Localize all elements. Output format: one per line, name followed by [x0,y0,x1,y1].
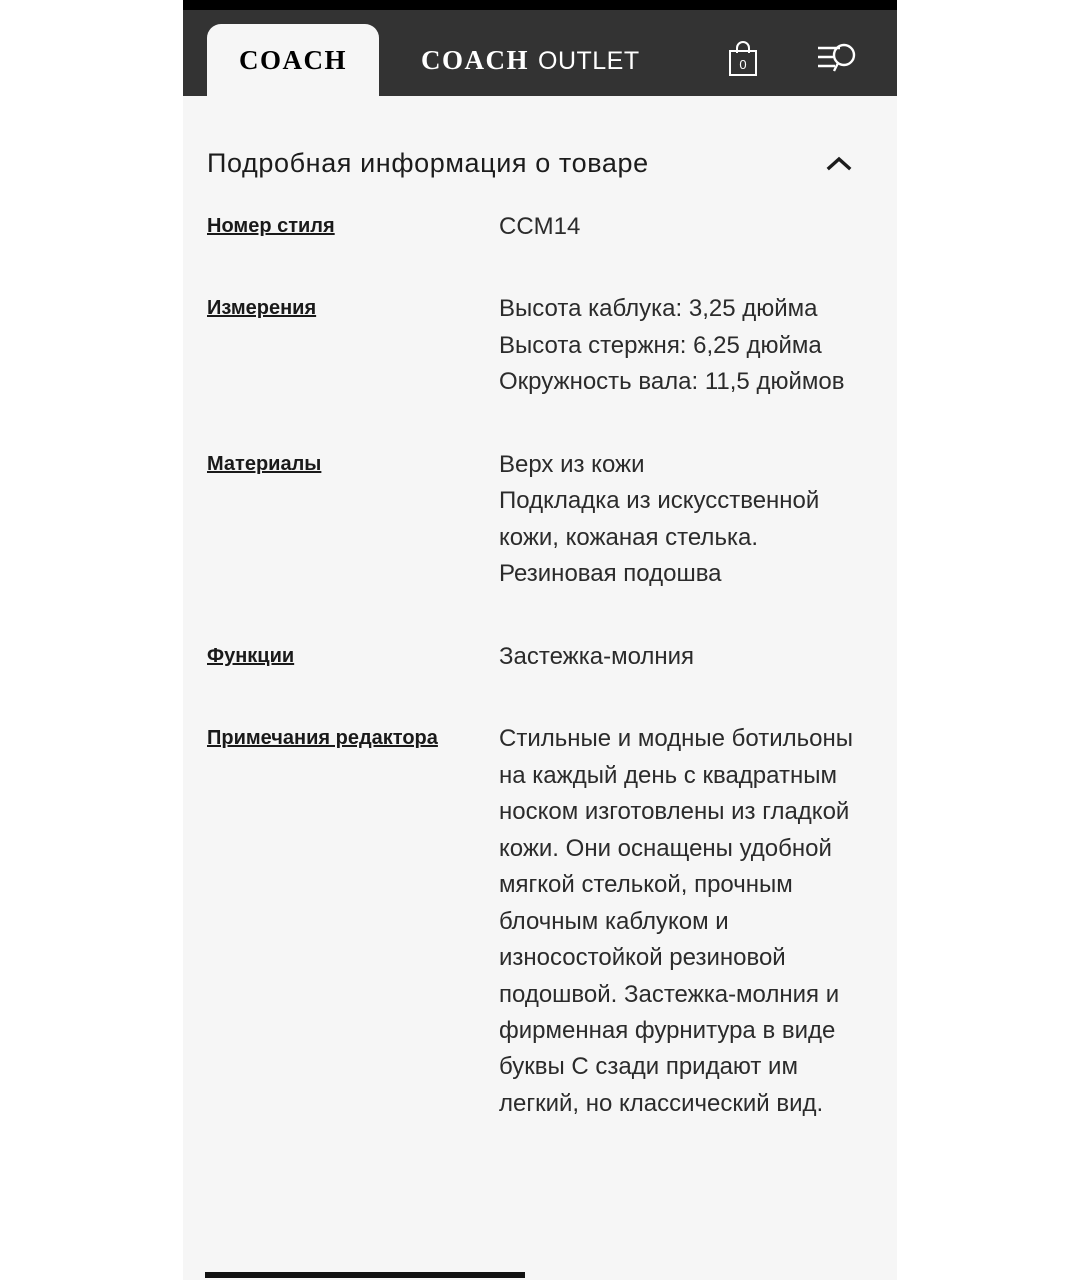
detail-value-line: Резиновая подошва [499,560,722,588]
detail-label: Измерения [207,297,317,320]
detail-value-line: Окружность вала: 11,5 дюймов [499,368,845,396]
product-details-accordion-header[interactable] [183,96,897,209]
header-top-strip [183,0,897,10]
detail-row-editor-notes [207,721,873,1122]
tab-coach-outlet[interactable] [421,45,640,76]
detail-value-line: CCM14 [499,213,581,240]
detail-value [499,291,873,400]
detail-row-measurements [207,291,873,400]
coach-outlet-logo: COACH [421,45,529,75]
chevron-up-icon[interactable] [825,150,853,178]
detail-label: Функции [207,644,295,667]
detail-label: Материалы [207,452,322,475]
page-title: Подробная информация о товаре [207,148,649,178]
detail-row-style-number [207,209,873,245]
section-divider [205,1272,525,1278]
header-actions [721,36,859,80]
detail-value-line: Застежка-молния [499,642,695,670]
bag-count-badge: 0 [739,57,747,72]
product-details-list [183,209,897,1122]
product-detail-page [183,0,897,1280]
detail-value [499,447,873,593]
tab-coach[interactable] [207,24,379,96]
detail-value [499,721,873,1122]
coach-outlet-suffix: OUTLET [538,47,640,75]
detail-label: Примечания редактора [207,727,438,750]
detail-value-line: Стильные и модные ботильоны на каждый день с квадратным носком изготовлены из гладкой кожи. Они оснащены удобной мягкой стелькой, прочным блочным каблуком и износостойкой резиновой подошвой. Застежка-молния и фирменная фурнитура в виде буквы С сзади придают им легкий, но классический вид. [499,725,853,1117]
detail-value [499,209,873,245]
shopping-bag-button[interactable] [721,36,765,80]
coach-logo: COACH [239,44,347,75]
site-header [183,0,897,96]
detail-value-line: Подкладка из искусственной кожи, кожаная стелька. [499,487,820,551]
detail-value-line: Высота каблука: 3,25 дюйма [499,295,818,323]
detail-value-line: Верх из кожи [499,450,645,478]
detail-row-features [207,639,873,675]
detail-label: Номер стиля [207,215,335,237]
menu-search-button[interactable] [815,36,859,80]
detail-value [499,639,873,675]
detail-value-line: Высота стержня: 6,25 дюйма [499,331,822,359]
detail-row-materials [207,447,873,593]
menu-search-icon [815,39,859,77]
